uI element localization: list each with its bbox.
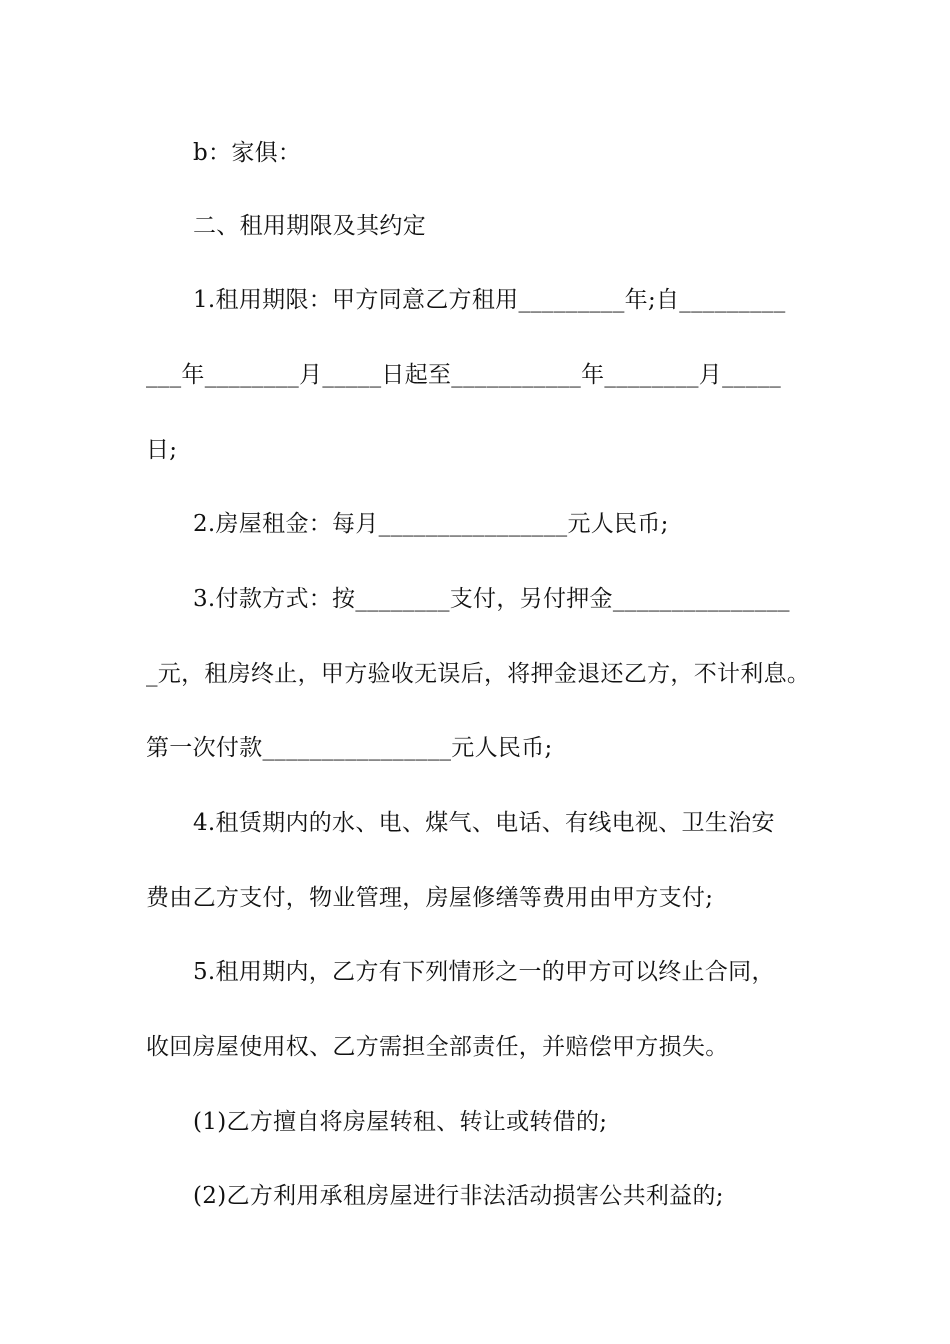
clause-4-fees: 费由乙方支付，物业管理，房屋修缮等费用由甲方支付; (146, 885, 714, 911)
clause-1-end: 日; (146, 437, 178, 463)
clause-5-item-2: (2)乙方利用承租房屋进行非法活动损害公共利益的; (193, 1183, 724, 1209)
section-heading-lease-term: 二、租用期限及其约定 (193, 213, 426, 239)
clause-3-deposit-refund: _元，租房终止，甲方验收无误后，将押金退还乙方，不计利息。 (146, 661, 811, 687)
clause-4-utilities: 4.租赁期内的水、电、煤气、电话、有线电视、卫生治安 (193, 810, 775, 836)
clause-1-dates: ___年________月_____日起至___________年________月_____ (146, 362, 782, 388)
clause-3-payment: 3.付款方式：按________支付，另付押金_______________ (193, 586, 790, 612)
clause-2-rent: 2.房屋租金：每月________________元人民币; (193, 511, 669, 537)
clause-5-item-1: (1)乙方擅自将房屋转租、转让或转借的; (193, 1109, 608, 1135)
clause-5-responsibility: 收回房屋使用权、乙方需担全部责任，并赔偿甲方损失。 (146, 1034, 729, 1060)
furniture-item-line: b：家俱： (193, 140, 302, 166)
clause-3-first-payment: 第一次付款________________元人民币; (146, 735, 553, 761)
clause-1-lease-term: 1.租用期限：甲方同意乙方租用_________年;自_________ (193, 287, 786, 313)
clause-5-termination: 5.租用期内，乙方有下列情形之一的甲方可以终止合同， (193, 959, 775, 985)
